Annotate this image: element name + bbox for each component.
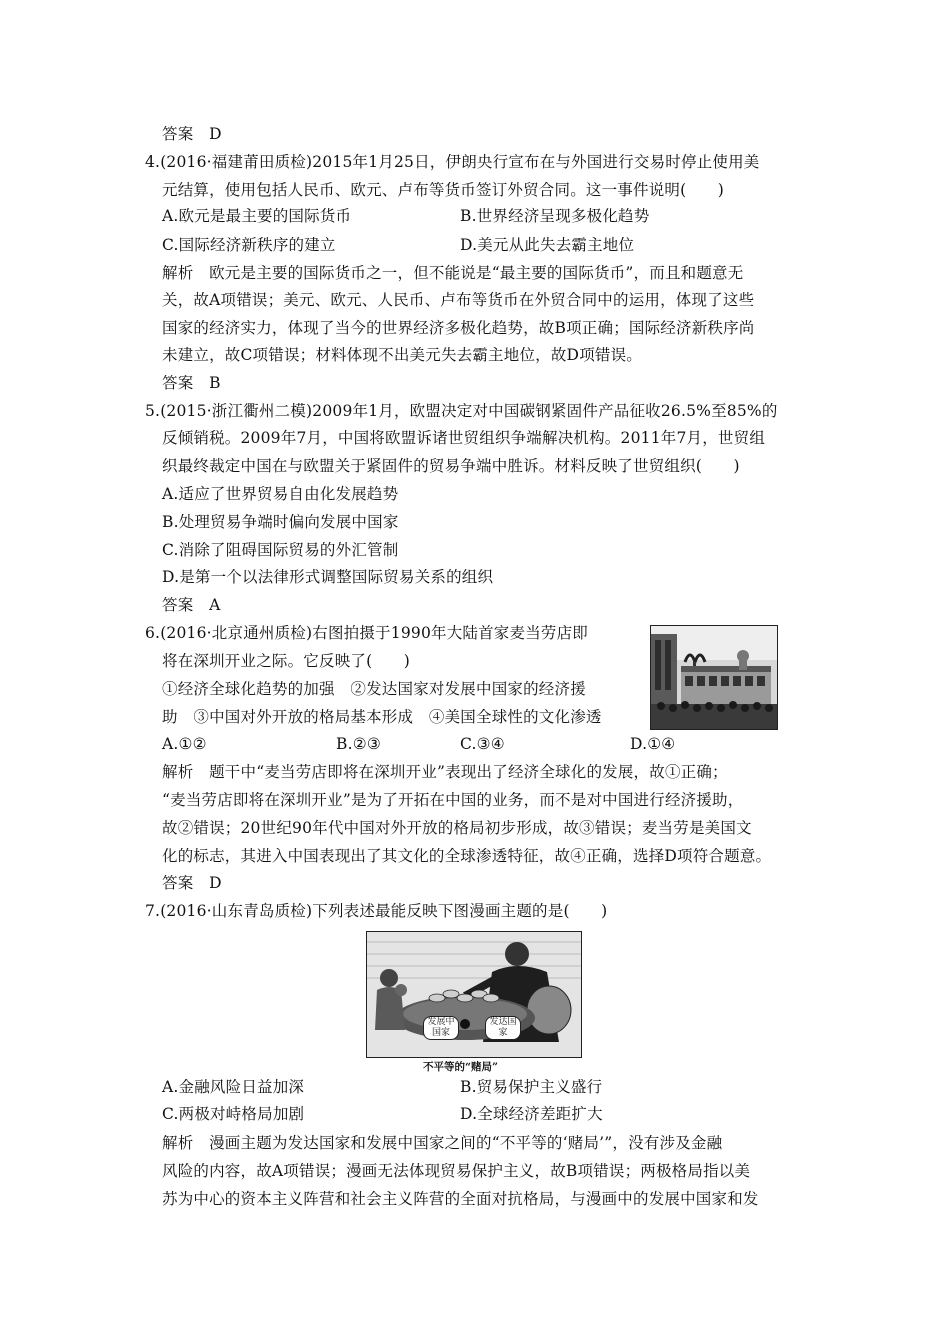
q7-option-b: B.贸易保护主义盛行	[460, 1078, 603, 1096]
answer-4: 答案 B	[162, 374, 221, 392]
q6-option-a: A.①②	[162, 735, 207, 753]
mcdonalds-photo	[650, 625, 778, 730]
q7-analysis-line3: 苏为中心的资本主义阵营和社会主义阵营的全面对抗格局，与漫画中的发展中国家和发	[162, 1190, 759, 1208]
q7-option-d: D.全球经济差距扩大	[460, 1105, 603, 1123]
cartoon-caption: 不平等的“赌局”	[423, 1061, 499, 1073]
q4-analysis-line4: 未建立，故C项错误；材料体现不出美元失去霸主地位，故D项错误。	[162, 346, 642, 364]
cartoon-label-developed: 发达国家	[485, 1016, 521, 1040]
q4-option-a: A.欧元是最主要的国际货币	[162, 207, 352, 225]
gambling-cartoon-illustration	[367, 932, 581, 1057]
q4-analysis-line2: 关，故A项错误；美元、欧元、人民币、卢布等货币在外贸合同中的运用，体现了这些	[162, 291, 755, 309]
q6-items-line2: 助 ③中国对外开放的格局基本形成 ④美国全球性的文化渗透	[162, 708, 602, 726]
q5-stem-line3: 织最终裁定中国在与欧盟关于紧固件的贸易争端中胜诉。材料反映了世贸组织( )	[162, 457, 740, 475]
q5-option-b: B.处理贸易争端时偏向发展中国家	[162, 513, 399, 531]
q6-analysis-line4: 化的标志，其进入中国表现出了其文化的全球渗透特征，故④正确，选择D项符合题意。	[162, 847, 772, 865]
q4-option-b: B.世界经济呈现多极化趋势	[460, 207, 650, 225]
q5-option-a: A.适应了世界贸易自由化发展趋势	[162, 485, 399, 503]
q5-option-d: D.是第一个以法律形式调整国际贸易关系的组织	[162, 568, 494, 586]
q4-analysis-line3: 国家的经济实力，体现了当今的世界经济多极化趋势，故B项正确；国际经济新秩序尚	[162, 319, 755, 337]
answer-5: 答案 A	[162, 596, 221, 614]
q6-stem-line1: 6.(2016·北京通州质检)右图拍摄于1990年大陆首家麦当劳店即	[145, 624, 589, 642]
q4-option-d: D.美元从此失去霸主地位	[460, 236, 635, 254]
q7-analysis-line1: 解析 漫画主题为发达国家和发展中国家之间的“不平等的‘赌局’”，没有涉及金融	[162, 1134, 723, 1152]
gambling-cartoon	[366, 931, 582, 1058]
q6-analysis-line2: “麦当劳店即将在深圳开业”是为了开拓在中国的业务，而不是对中国进行经济援助，	[162, 791, 744, 809]
mcdonalds-photo-illustration	[651, 626, 777, 729]
answer-3: 答案 D	[162, 125, 222, 143]
q6-stem-line2: 将在深圳开业之际。它反映了( )	[162, 652, 410, 670]
q7-option-c: C.两极对峙格局加剧	[162, 1105, 305, 1123]
q4-stem-line1: 4.(2016·福建莆田质检)2015年1月25日，伊朗央行宣布在与外国进行交易时停止使用美	[145, 153, 760, 171]
q4-stem-line2: 元结算，使用包括人民币、欧元、卢布等货币签订外贸合同。这一事件说明( )	[162, 181, 724, 199]
q4-analysis-line1: 解析 欧元是主要的国际货币之一，但不能说是“最主要的国际货币”，而且和题意无	[162, 264, 744, 282]
q6-analysis-line3: 故②错误；20世纪90年代中国对外开放的格局初步形成，故③错误；麦当劳是美国文	[162, 819, 752, 837]
q5-option-c: C.消除了阻碍国际贸易的外汇管制	[162, 541, 399, 559]
q4-option-c: C.国际经济新秩序的建立	[162, 236, 336, 254]
q6-analysis-line1: 解析 题干中“麦当劳店即将在深圳开业”表现出了经济全球化的发展，故①正确；	[162, 763, 728, 781]
cartoon-label-developing: 发展中国家	[423, 1016, 459, 1040]
q7-option-a: A.金融风险日益加深	[162, 1078, 305, 1096]
q6-option-d: D.①④	[630, 735, 676, 753]
q7-stem-line1: 7.(2016·山东青岛质检)下列表述最能反映下图漫画主题的是( )	[145, 902, 608, 920]
answer-6: 答案 D	[162, 874, 222, 892]
q6-option-b: B.②③	[336, 735, 381, 753]
q6-option-c: C.③④	[460, 735, 505, 753]
q5-stem-line2: 反倾销税。2009年7月，中国将欧盟诉诸世贸组织争端解决机构。2011年7月，世贸组	[162, 429, 766, 447]
q6-items-line1: ①经济全球化趋势的加强 ②发达国家对发展中国家的经济援	[162, 680, 586, 698]
q7-analysis-line2: 风险的内容，故A项错误；漫画无法体现贸易保护主义，故B项错误；两极格局指以美	[162, 1162, 751, 1180]
q5-stem-line1: 5.(2015·浙江衢州二模)2009年1月，欧盟决定对中国碳钢紧固件产品征收26.5%至85%的	[145, 402, 778, 420]
